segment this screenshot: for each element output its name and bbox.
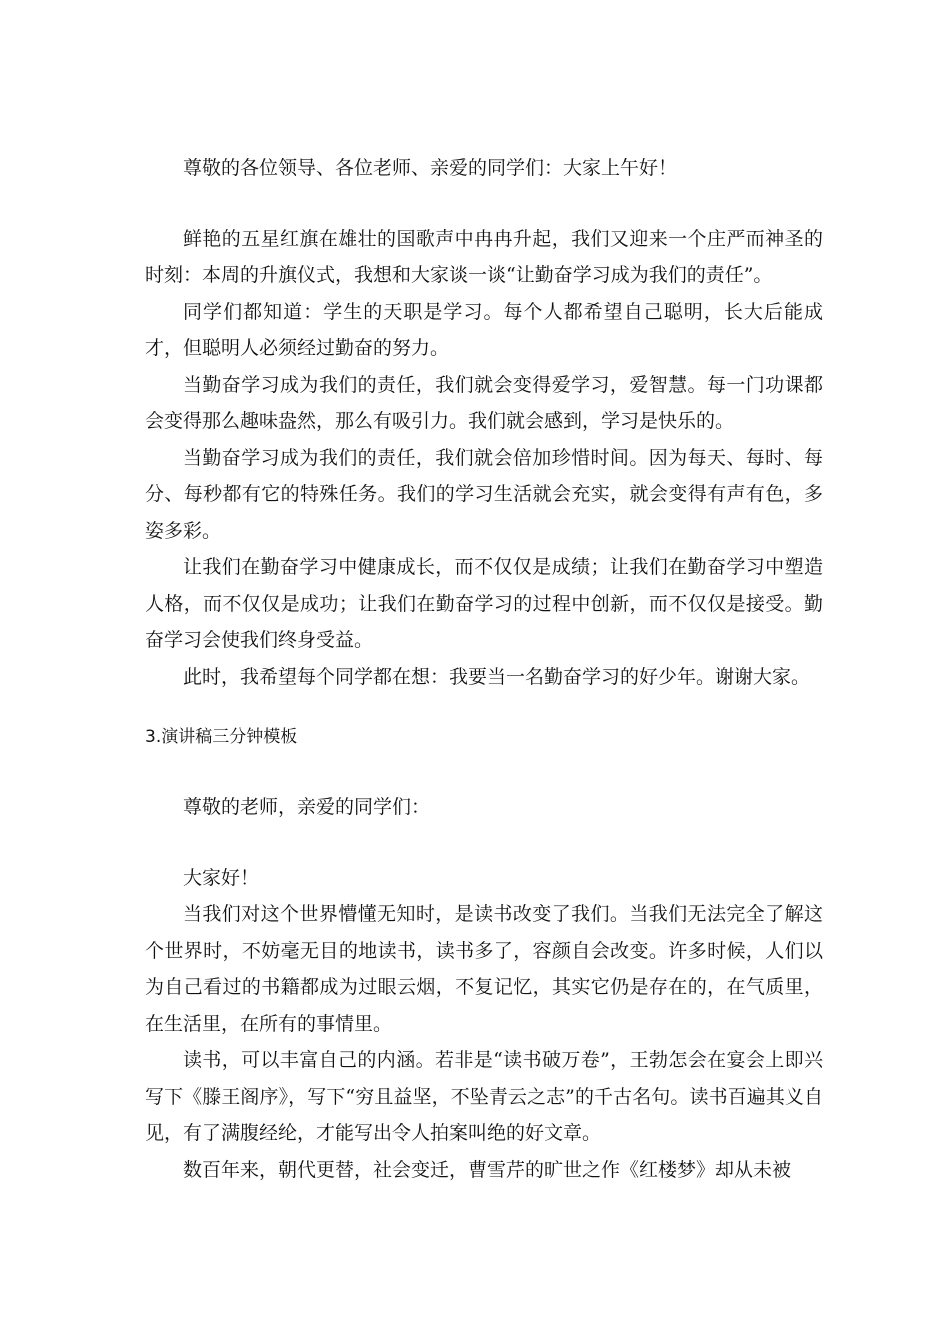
section-greeting: 尊敬的老师，亲爱的同学们：: [183, 796, 431, 818]
paragraph: 鲜艳的五星红旗在雄壮的国歌声中冉冉升起，我们又迎来一个庄严而神圣的时刻：本周的升旗仪式，我想和大家谈一谈“让勤奋学习成为我们的责任”。: [145, 227, 823, 286]
document-body: [145, 150, 823, 1188]
section-hello: 大家好！: [183, 866, 260, 889]
section-heading: 3.演讲稿三分钟模板: [145, 727, 298, 747]
paragraph: 读书，可以丰富自己的内涵。若非是“读书破万卷”，王勃怎会在宴会上即兴写下《滕王阁序》，写下“穷且益坚，不坠青云之志”的千古名句。读书百遍其义自见，有了满腹经纶，才能写出令人拍案叫绝的好文章。: [145, 1049, 823, 1144]
paragraph: 当勤奋学习成为我们的责任，我们就会倍加珍惜时间。因为每天、每时、每分、每秒都有它的特殊任务。我们的学习生活就会充实，就会变得有声有色，多姿多彩。: [145, 446, 823, 542]
paragraph: 当我们对这个世界懵懂无知时，是读书改变了我们。当我们无法完全了解这个世界时，不妨毫无目的地读书，读书多了，容颜自会改变。许多时候，人们以为自己看过的书籍都成为过眼云烟，不复记忆，其实它仍是存在的，在气质里，在生活里，在所有的事情里。: [145, 903, 823, 1035]
paragraph: 当勤奋学习成为我们的责任，我们就会变得爱学习，爱智慧。每一门功课都会变得那么趣味盎然，那么有吸引力。我们就会感到，学习是快乐的。: [145, 373, 823, 432]
speech-greeting: 尊敬的各位领导、各位老师、亲爱的同学们：大家上午好！: [183, 157, 678, 179]
paragraph: 数百年来，朝代更替，社会变迁，曹雪芹的旷世之作《红楼梦》却从未被: [183, 1158, 792, 1181]
paragraph: 此时，我希望每个同学都在想：我要当一名勤奋学习的好少年。谢谢大家。: [183, 665, 811, 688]
paragraph: 让我们在勤奋学习中健康成长，而不仅仅是成绩；让我们在勤奋学习中塑造人格，而不仅仅是成功；让我们在勤奋学习的过程中创新，而不仅仅是接受。勤奋学习会使我们终身受益。: [145, 556, 823, 651]
paragraph: 同学们都知道：学生的天职是学习。每个人都希望自己聪明，长大后能成才，但聪明人必须经过勤奋的努力。: [145, 300, 823, 359]
